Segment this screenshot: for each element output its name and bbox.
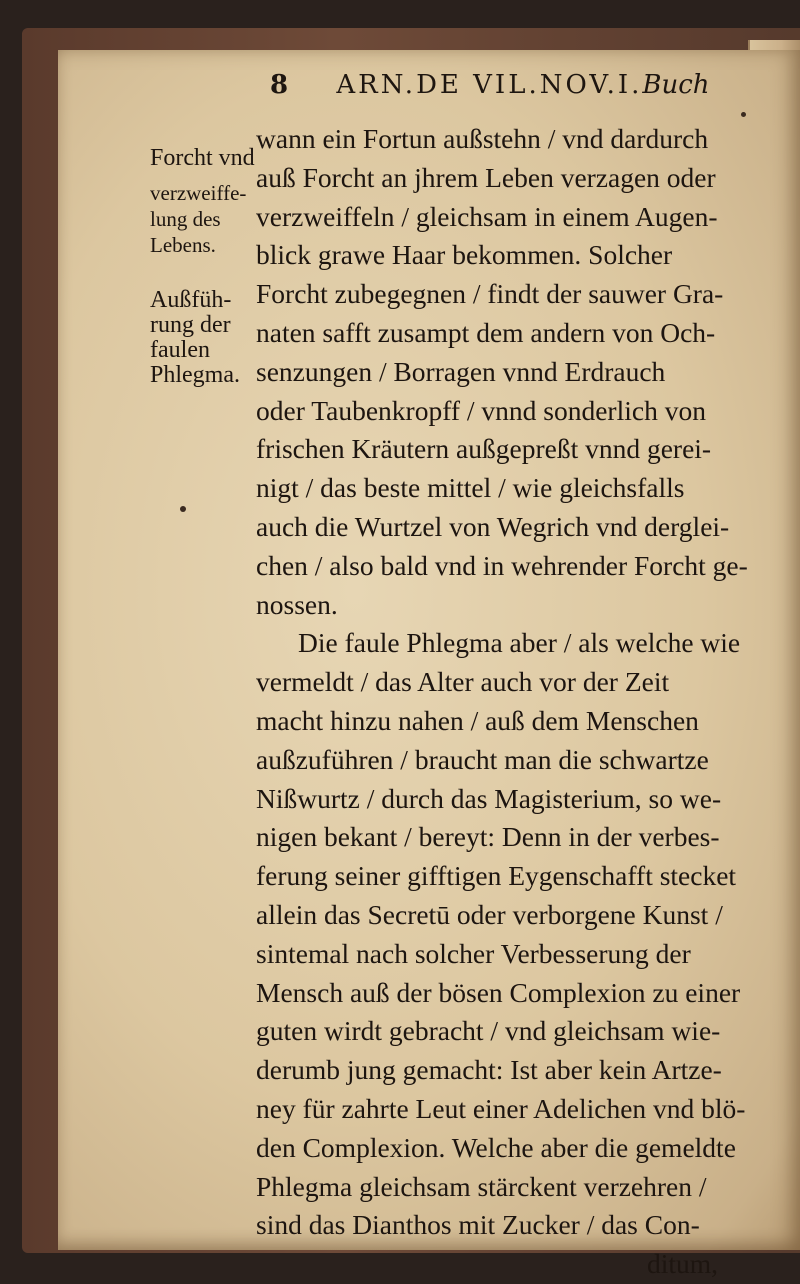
text-line: den Complexion. Welche aber die gemeldte xyxy=(256,1131,736,1163)
text-line: ney für zahrte Leut einer Adelichen vnd blö- xyxy=(256,1092,746,1124)
text-line: ferung seiner gifftigen Eygenschafft stecket xyxy=(256,860,737,892)
catchword: ditum, xyxy=(646,1248,718,1280)
running-header xyxy=(270,70,710,100)
text-line: macht hinzu nahen / auß dem Menschen xyxy=(256,704,699,736)
text-line: Nißwurtz / durch das Magisterium, so we- xyxy=(256,782,722,814)
text-line: außzuführen / braucht man die schwartze xyxy=(256,743,709,775)
running-title: ARN.DE VIL.NOV.I. xyxy=(336,70,643,100)
text-line: nigt / das beste mittel / wie gleichsfalls xyxy=(256,472,685,504)
text-line: guten wirdt gebracht / vnd gleichsam wie- xyxy=(256,1015,721,1047)
text-line: allein das Secretū oder verborgene Kunst / xyxy=(256,898,723,930)
text-line: verzweiffeln / gleichsam in einem Augen- xyxy=(256,200,718,232)
text-line: auß Forcht an jhrem Leben verzagen oder xyxy=(256,161,716,193)
text-line: Die faule Phlegma aber / als welche wie xyxy=(298,627,741,659)
text-line: naten safft zusampt dem andern von Och- xyxy=(256,316,716,348)
text-line: wann ein Fortun außstehn / vnd dardurch xyxy=(256,123,709,154)
text-line: sind das Dianthos mit Zucker / das Con- xyxy=(256,1209,700,1241)
running-title-book: Buch xyxy=(642,70,710,100)
text-line: vermeldt / das Alter auch vor der Zeit xyxy=(256,666,670,698)
text-line: sintemal nach solcher Verbesserung der xyxy=(256,937,691,969)
text-line: blick grawe Haar bekommen. Solcher xyxy=(256,239,673,271)
ink-speck xyxy=(741,112,746,117)
text-line: frischen Kräutern außgepreßt vnnd gerei- xyxy=(256,433,712,465)
text-line: oder Taubenkropff / vnnd sonderlich von xyxy=(256,394,706,426)
margin-note-fear: Forcht vnd xyxy=(150,145,255,171)
text-line: nossen. xyxy=(256,588,338,620)
page-number: 8 xyxy=(270,70,292,100)
text-line: Phlegma gleichsam stärckent verzehren / xyxy=(256,1170,707,1202)
text-line: auch die Wurtzel von Wegrich vnd derglei- xyxy=(256,510,730,542)
margin-note-despair: verzweiffe- lung des Lebens. xyxy=(150,181,247,257)
text-line: derumb jung gemacht: Ist aber kein Artze- xyxy=(256,1054,722,1086)
ink-speck xyxy=(180,506,186,512)
text-line: senzungen / Borragen vnnd Erdrauch xyxy=(256,355,666,387)
text-line: chen / also bald vnd in wehrender Forcht ge- xyxy=(256,549,748,581)
text-line: nigen bekant / bereyt: Denn in der verbes- xyxy=(256,821,720,853)
text-line: Forcht zubegegnen / findt der sauwer Gra- xyxy=(256,278,724,310)
text-line: Mensch auß der bösen Complexion zu einer xyxy=(256,976,741,1008)
main-text-block xyxy=(256,120,756,1284)
margin-note-phlegm: Außfüh- rung der faulen Phlegma. xyxy=(150,287,240,388)
